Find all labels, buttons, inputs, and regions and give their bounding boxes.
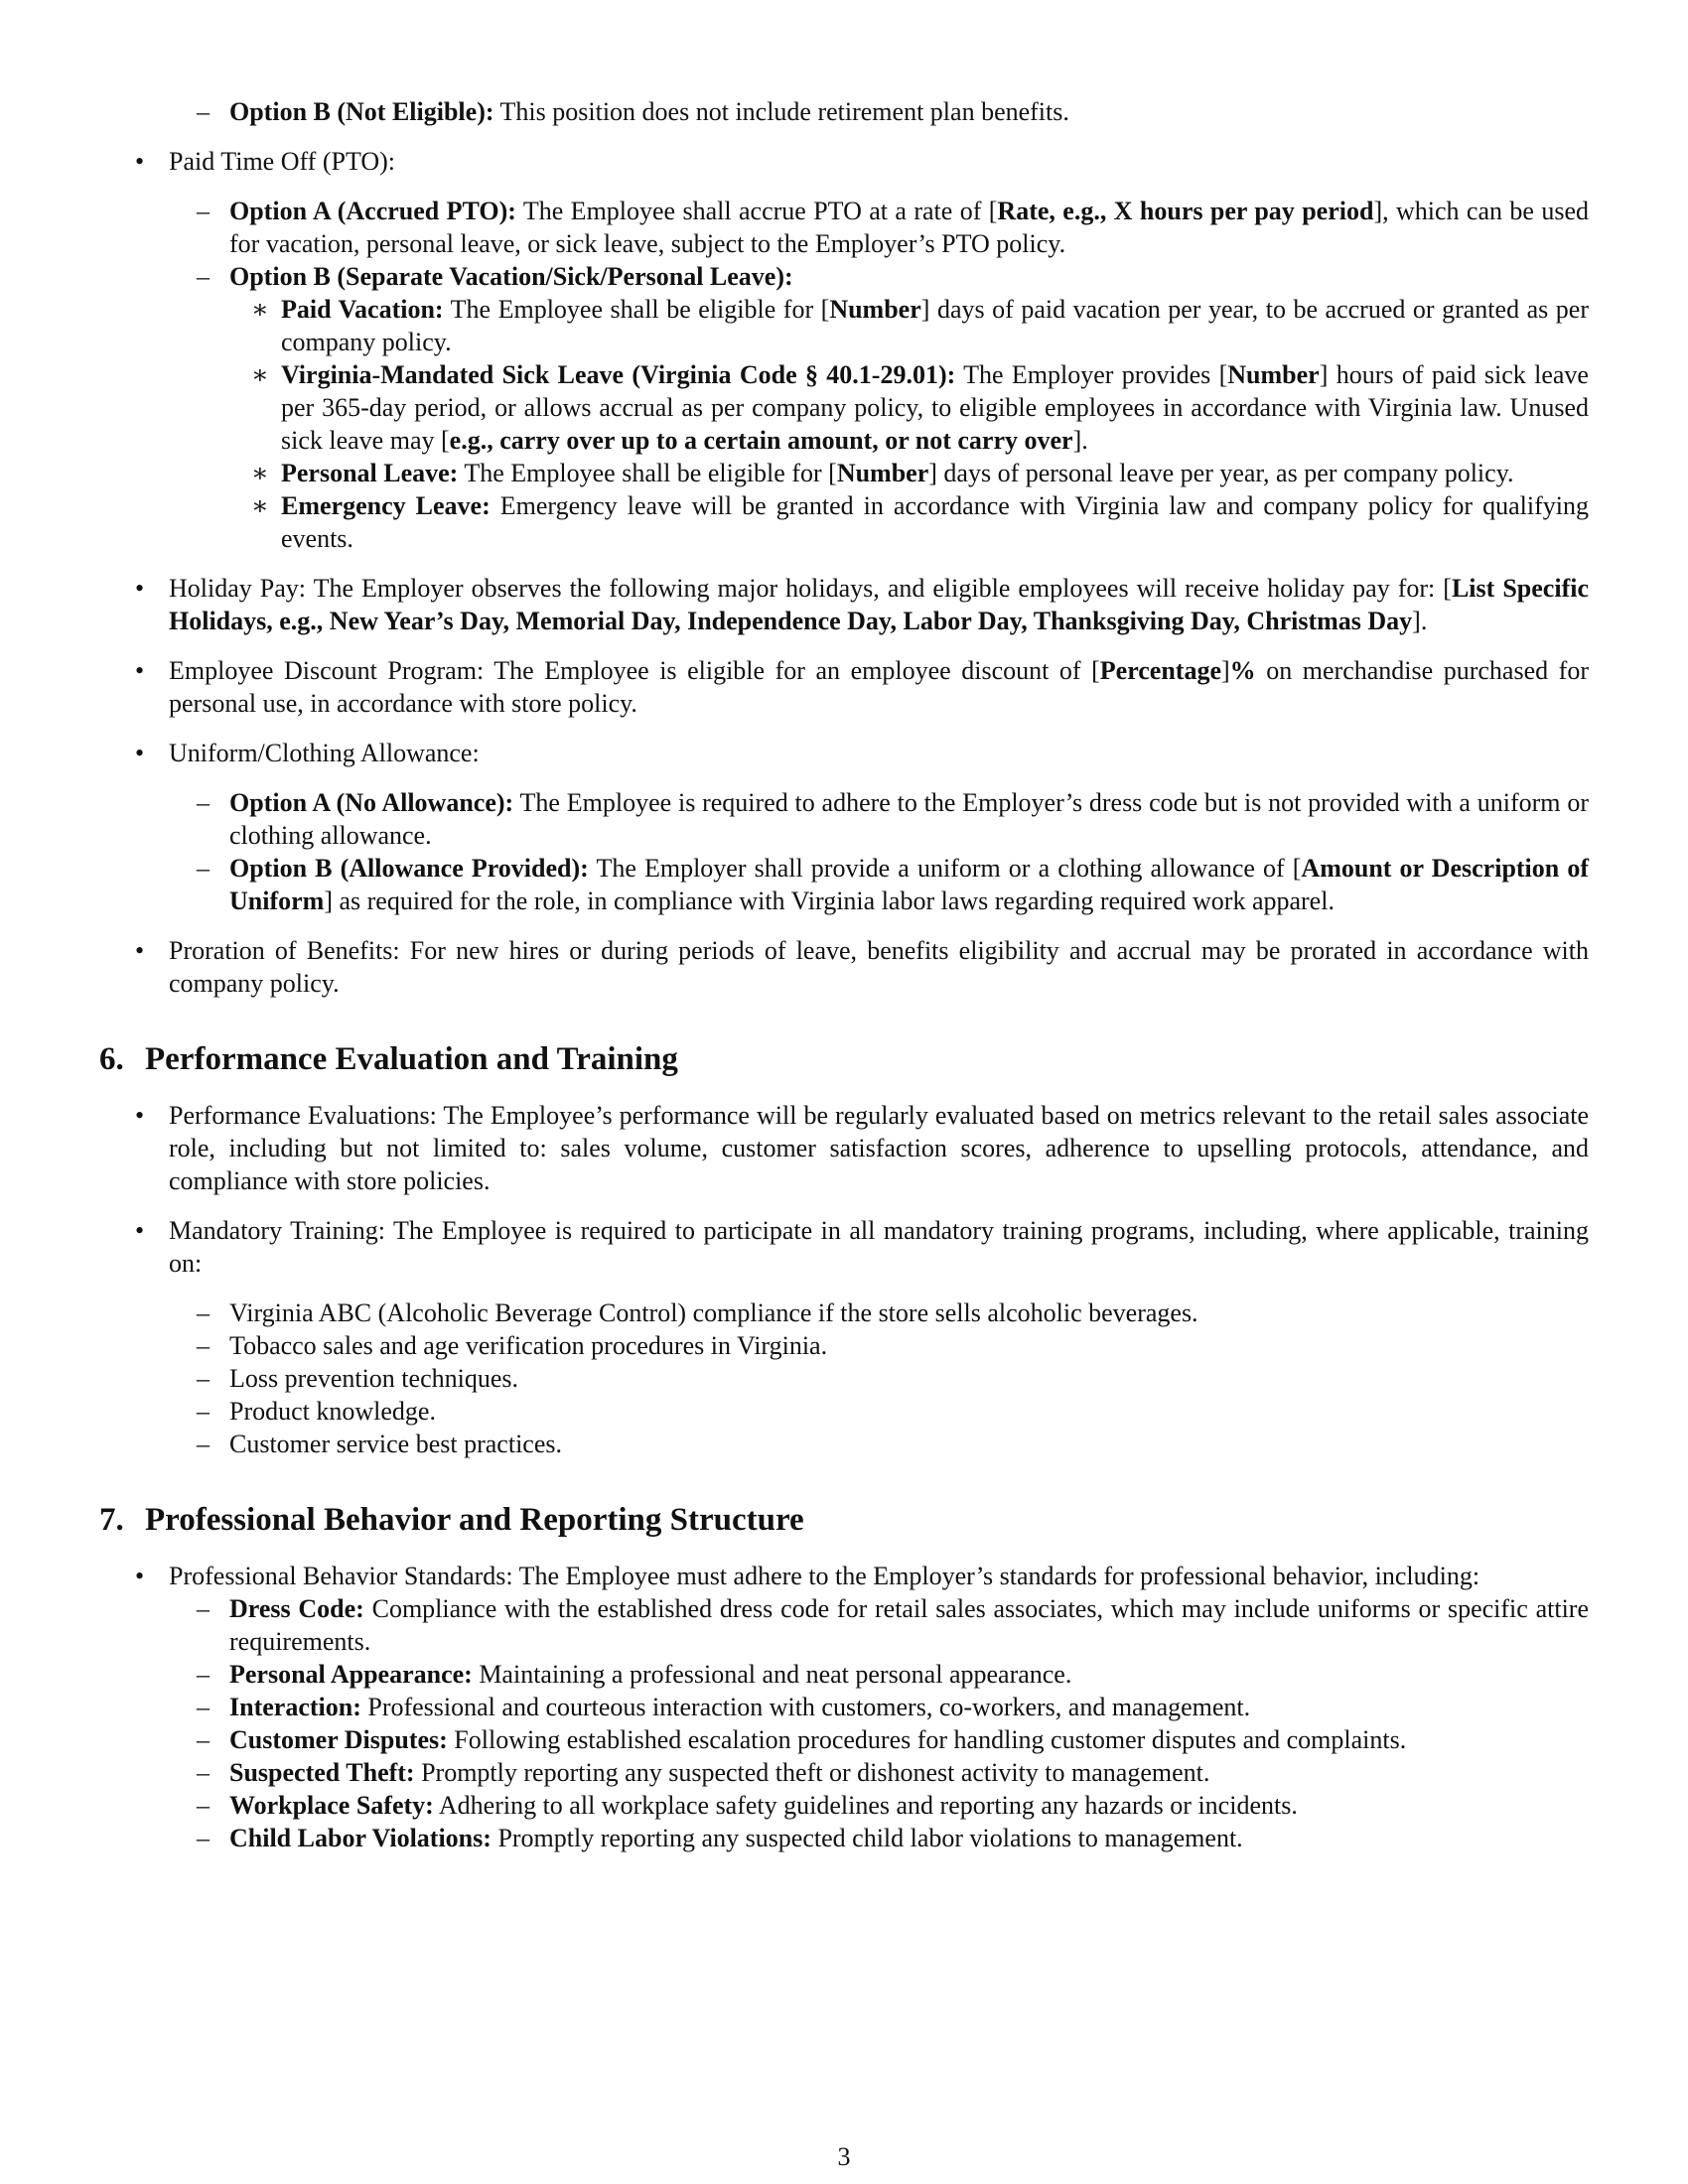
uniform-option-a: – Option A (No Allowance): The Employee is required to adhere to the Employer’s dress code but is not provided with a uniform or clothing allowance. [169,786,1589,852]
pto-option-b: – Option B (Separate Vacation/Sick/Personal Leave): ∗ Paid Vacation: The Employee shall be eligible for [Number] days of paid vacation per year, to be accrued or granted as per company policy. ∗ Virginia-Mandated Sick Leave (Virginia Code § 40.1-29.01): The Employer provides [Number] hours of paid sick leave per 365-day period, or allows accrual as per company policy, to eligible employees in accordance with Virginia law. Unused sick leave may [e.g., carry over up to a certain amount, or not carry over]. ∗ Personal Leave: The Employee shall be eligible for [Number] days of personal leave per year, as per company policy. ∗ Emergency Leave: Emergency leave will be granted in accordance with Virginia law and company policy for qualifying events. [169,260,1589,555]
performance-evaluations-item: • Performance Evaluations: The Employee’s performance will be regularly evaluated based on metrics relevant to the retail sales associate role, including but not limited to: sales volume, customer satisfaction scores, adherence to upselling protocols, attendance, and compliance with store policies. [99,1099,1589,1197]
behavior-item-disputes: – Customer Disputes: Following established escalation procedures for handling customer disputes and complaints. [169,1723,1589,1756]
retirement-option-b: – Option B (Not Eligible): This position does not include retirement plan benefits. [169,95,1589,128]
pto-option-a: – Option A (Accrued PTO): The Employee shall accrue PTO at a rate of [Rate, e.g., X hours per pay period], which can be used for vacation, personal leave, or sick leave, subject to the Employer’s PTO policy. [169,195,1589,260]
retirement-continued [99,95,1589,128]
benefits-list [99,145,1589,1000]
pto-options [169,195,1589,555]
paid-vacation-item: ∗ Paid Vacation: The Employee shall be eligible for [Number] days of paid vacation per year, to be accrued or granted as per company policy. [229,293,1589,358]
discount-item: • Employee Discount Program: The Employee is eligible for an employee discount of [Percentage]% on merchandise purchased for personal use, in accordance with store policy. [99,654,1589,720]
behavior-standards-item: • Professional Behavior Standards: The Employee must adhere to the Employer’s standards for professional behavior, including: – Dress Code: Compliance with the established dress code for retail sales associates, which may include uniforms or specific attire requirements. – Personal Appearance: Maintaining a professional and neat personal appearance. – Interaction: Professional and courteous interaction with customers, co-workers, and management. – Customer Disputes: Following established escalation procedures for handling customer disputes and complaints. – Suspected Theft: Promptly reporting any suspected theft or dishonest activity to management. – Workplace Safety: Adhering to all workplace safety guidelines and reporting any hazards or incidents. – Child Labor Violations: Promptly reporting any suspected child labor violations to management. [99,1560,1589,1854]
section-7-heading: 7. Professional Behavior and Reporting Structure [99,1502,804,1538]
uniform-item: • Uniform/Clothing Allowance: – Option A (No Allowance): The Employee is required to adhere to the Employer’s dress code but is not provided with a uniform or clothing allowance. – Option B (Allowance Provided): The Employer shall provide a uniform or a clothing allowance of [Amount or Description of Uniform] as required for the role, in compliance with Virginia labor laws regarding required work apparel. [99,737,1589,917]
uniform-option-b: – Option B (Allowance Provided): The Employer shall provide a uniform or a clothing allowance of [Amount or Description of Uniform] as required for the role, in compliance with Virginia labor laws regarding required work apparel. [169,852,1589,917]
behavior-item-appearance: – Personal Appearance: Maintaining a professional and neat personal appearance. [169,1658,1589,1691]
training-item: – Tobacco sales and age verification procedures in Virginia. [169,1329,1589,1362]
behavior-item-child-labor: – Child Labor Violations: Promptly reporting any suspected child labor violations to management. [169,1822,1589,1854]
page-number: 3 [837,2142,851,2171]
document-body [99,95,1589,1871]
pto-option-b-items [229,293,1589,555]
section-6-list [99,1099,1589,1460]
section-6-heading: 6. Performance Evaluation and Training [99,1041,678,1077]
behavior-item-safety: – Workplace Safety: Adhering to all workplace safety guidelines and reporting any hazards or incidents. [169,1789,1589,1822]
training-item: – Customer service best practices. [169,1428,1589,1460]
training-items [169,1297,1589,1460]
training-item: – Virginia ABC (Alcoholic Beverage Control) compliance if the store sells alcoholic beverages. [169,1297,1589,1329]
mandatory-training-item: • Mandatory Training: The Employee is required to participate in all mandatory training programs, including, where applicable, training on: – Virginia ABC (Alcoholic Beverage Control) compliance if the store sells alcoholic beverages. – Tobacco sales and age verification procedures in Virginia. – Loss prevention techniques. – Product knowledge. – Customer service best practices. [99,1214,1589,1460]
behavior-item-theft: – Suspected Theft: Promptly reporting any suspected theft or dishonest activity to management. [169,1756,1589,1789]
section-5-continued [99,95,1589,128]
uniform-options [169,786,1589,917]
retirement-options [169,95,1589,128]
proration-item: • Proration of Benefits: For new hires or during periods of leave, benefits eligibility and accrual may be prorated in accordance with company policy. [99,934,1589,1000]
emergency-leave-item: ∗ Emergency Leave: Emergency leave will be granted in accordance with Virginia law and company policy for qualifying events. [229,489,1589,555]
pto-item: • Paid Time Off (PTO): – Option A (Accrued PTO): The Employee shall accrue PTO at a rate of [Rate, e.g., X hours per pay period], which can be used for vacation, personal leave, or sick leave, subject to the Employer’s PTO policy. – Option B (Separate Vacation/Sick/Personal Leave): ∗ Paid Vacation: The Employee shall be eligible for [Number] days of paid vacation per year, to be accrued or granted as per company policy. ∗ Virginia-Mandated Sick Leave (Virginia Code § 40.1-29.01): The Employer provides [Number] hours of paid sick leave per 365-day period, or allows accrual as per company policy, to eligible employees in accordance with Virginia law. Unused sick leave may [e.g., carry over up to a certain amount, or not carry over]. ∗ Personal Leave: The Employee shall be eligible for [Number] days of personal leave per year, as per company policy. ∗ Emergency Leave: Emergency leave will be granted in accordance with Virginia law and company policy for qualifying events. [99,145,1589,555]
personal-leave-item: ∗ Personal Leave: The Employee shall be eligible for [Number] days of personal leave per year, as per company policy. [229,457,1589,489]
behavior-item-interaction: – Interaction: Professional and courteous interaction with customers, co-workers, and management. [169,1691,1589,1723]
behavior-items [169,1592,1589,1854]
sick-leave-item: ∗ Virginia-Mandated Sick Leave (Virginia Code § 40.1-29.01): The Employer provides [Number] hours of paid sick leave per 365-day period, or allows accrual as per company policy, to eligible employees in accordance with Virginia law. Unused sick leave may [e.g., carry over up to a certain amount, or not carry over]. [229,358,1589,457]
training-item: – Product knowledge. [169,1395,1589,1428]
training-item: – Loss prevention techniques. [169,1362,1589,1395]
holiday-pay-item: • Holiday Pay: The Employer observes the following major holidays, and eligible employees will receive holiday pay for: [List Specific Holidays, e.g., New Year’s Day, Memorial Day, Independence Day, Labor Day, Thanksgiving Day, Christmas Day]. [99,572,1589,637]
behavior-item-dress-code: – Dress Code: Compliance with the established dress code for retail sales associates, which may include uniforms or specific attire requirements. [169,1592,1589,1658]
section-7-list [99,1560,1589,1854]
